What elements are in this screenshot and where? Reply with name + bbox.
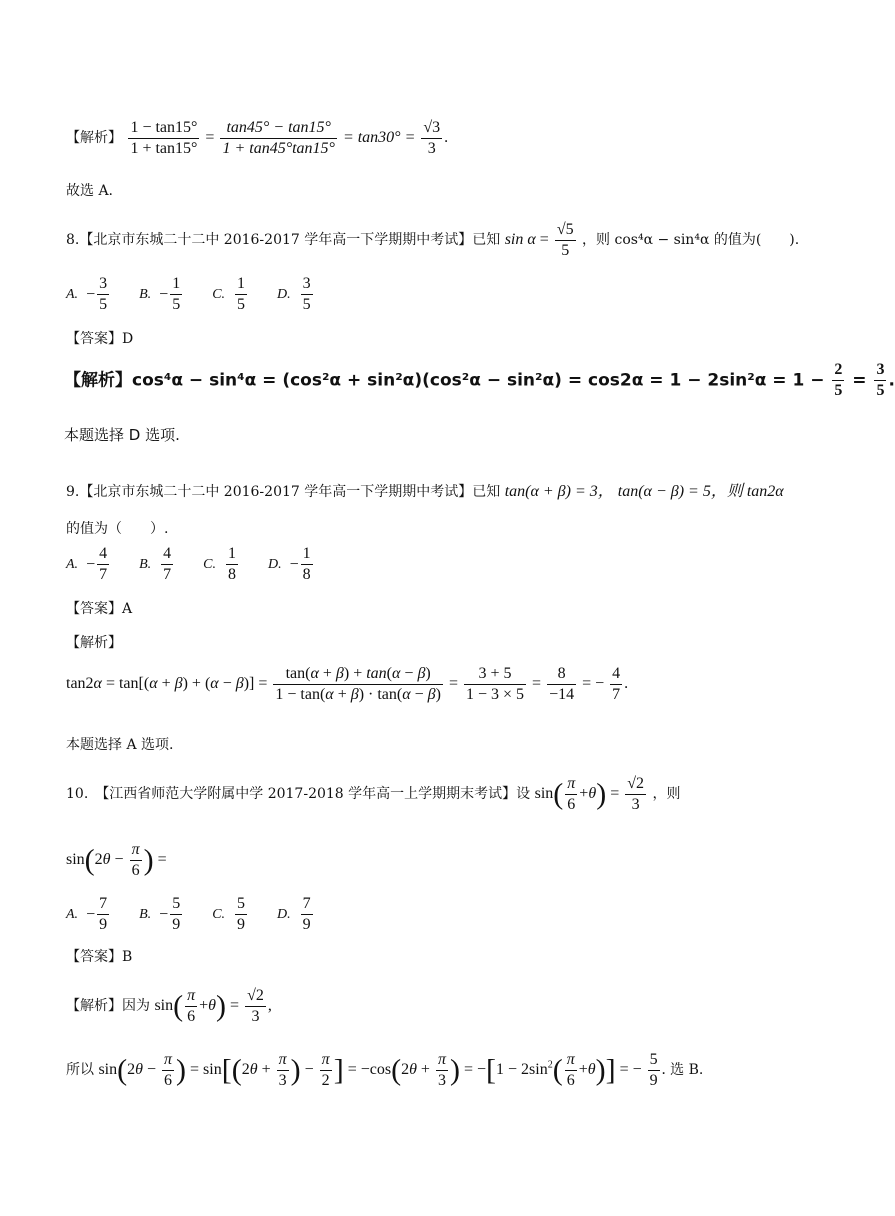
analysis-formula: 【解析】cos⁴α − sin⁴α = (cos²α + sin²α)(cos²α − sin²α) = cos2α = 1 − 2sin²α = 1 − (64, 370, 825, 391)
option-a[interactable]: A. − $\frac{7}{9}$ (66, 895, 108, 933)
frac-den: 3 (427, 140, 436, 157)
q10-answer: 【答案】B (66, 949, 133, 965)
option-b[interactable]: B. − $\frac{5}{9}$ (139, 895, 181, 933)
q10-analysis: 【解析】因为 sin( $\frac{\pi}{6}$ +θ) = $\frac{√2}{3}$ , (66, 987, 272, 1025)
frac-num: tan45° − tan15° (220, 118, 336, 139)
option-d[interactable]: D. − $\frac{1}{8}$ (268, 545, 311, 583)
q7-analysis: 【解析】 $\frac{1 - \tan 15^\circ}{1 + \tan 15^\circ}$ = $\frac{\tan 45^\circ - \tan 15^\circ}{1 + \tan 45^\circ\tan 15^\circ}$ = tan30° = $\frac{√3}{3}$ . (66, 119, 449, 157)
q9-stem-line2: 的值为（ ）. (66, 521, 169, 537)
option-b[interactable]: B. $\frac{4}{7}$ (139, 545, 172, 583)
option-a[interactable]: A. − $\frac{3}{5}$ (66, 275, 108, 313)
option-a[interactable]: A. − $\frac{4}{7}$ (66, 545, 108, 583)
analysis-label: 【解析】 (66, 130, 122, 147)
q10-options (66, 894, 339, 935)
q10-stem: 10. 【江西省师范大学附属中学 2017-2018 学年高一上学期期末考试】设 sin( $\frac{\pi}{6}$ +θ) = $\frac{√2}{3}$ ，则 (66, 775, 681, 813)
stem-prefix: 10. 【江西省师范大学附属中学 2017-2018 学年高一上学期期末考试】设 (66, 786, 531, 803)
q8-options (66, 274, 339, 315)
equals-tan30: = tan30° = (342, 129, 416, 147)
frac-den: 1 + tan45°tan15° (222, 140, 335, 157)
q9-options (66, 544, 339, 585)
option-d[interactable]: D. $\frac{3}{5}$ (277, 275, 311, 313)
option-c[interactable]: C. $\frac{1}{5}$ (212, 275, 246, 313)
q10-derivation: 所以 sin(2θ − $\frac{\pi}{6}$ ) = sin[(2θ + $\frac{\pi}{3}$ ) − $\frac{\pi}{2}$ ] = −cos(2θ + $\frac{\pi}{3}$ ) = $-[1 - 2\sin^2$( $\frac{\pi}{6}$ +θ)] = − $\frac{5}{9}$ . 选 B. (66, 1051, 704, 1089)
frac-num: √3 (421, 118, 442, 139)
frac-den: 1 + tan15° (130, 140, 198, 157)
q8-analysis-image: 【解析】cos⁴α − sin⁴α = (cos²α + sin²α)(cos²α − sin²α) = cos2α = 1 − 2sin²α = 1 − $\frac{2}{5}$ = $\frac{3}{5}$ . (64, 361, 895, 399)
q7-conclusion: 故选 A. (66, 183, 114, 199)
stem-prefix: 9.【北京市东城二十二中 2016-2017 学年高一下学期期中考试】已知 (66, 484, 501, 500)
analysis-prefix: 【解析】因为 (66, 998, 150, 1015)
q8-conclusion: 本题选择 D 选项. (64, 426, 180, 444)
conclusion: 选 B. (670, 1062, 704, 1079)
q8-answer: 【答案】D (66, 331, 134, 347)
q9-analysis-label: 【解析】 (66, 635, 122, 651)
q9-stem (66, 478, 784, 501)
so-prefix: 所以 (66, 1062, 94, 1079)
q10-stem-line2: sin(2θ − $\frac{\pi}{6}$ ) = (66, 841, 167, 879)
stem-math: tan(α + β) = 3， tan(α − β) = 5，则 tan2α (504, 483, 784, 500)
q9-answer: 【答案】A (66, 601, 133, 617)
frac-num: 1 − tan15° (128, 118, 199, 139)
stem-prefix: 8.【北京市东城二十二中 2016-2017 学年高一下学期期中考试】已知 (66, 232, 501, 249)
option-c[interactable]: C. $\frac{5}{9}$ (212, 895, 246, 933)
q9-analysis-formula: tan2α = tan[(α + β) + (α − β)] = $\frac{\tan(\alpha + \beta) + \tan(\alpha - \beta)}{1 - \tan(\alpha + \beta) \cdot \tan(\alpha - \beta)}$ = $\frac{3 + 5}{1 - 3 \times 5}$ = $\frac{8}{-14}$ = − $\frac{4}{7}$ . (66, 665, 629, 703)
stem-suffix: ，则 cos⁴α − sin⁴α 的值为( ). (582, 232, 800, 249)
q9-conclusion: 本题选择 A 选项. (66, 737, 174, 753)
option-b[interactable]: B. − $\frac{1}{5}$ (139, 275, 181, 313)
stem-suffix: ，则 (652, 786, 681, 803)
option-c[interactable]: C. $\frac{1}{8}$ (203, 545, 236, 583)
q8-stem: 8.【北京市东城二十二中 2016-2017 学年高一下学期期中考试】已知 sin α = $\frac{√5}{5}$ ，则 cos⁴α − sin⁴α 的值为( ). (66, 221, 800, 259)
option-d[interactable]: D. $\frac{7}{9}$ (277, 895, 311, 933)
